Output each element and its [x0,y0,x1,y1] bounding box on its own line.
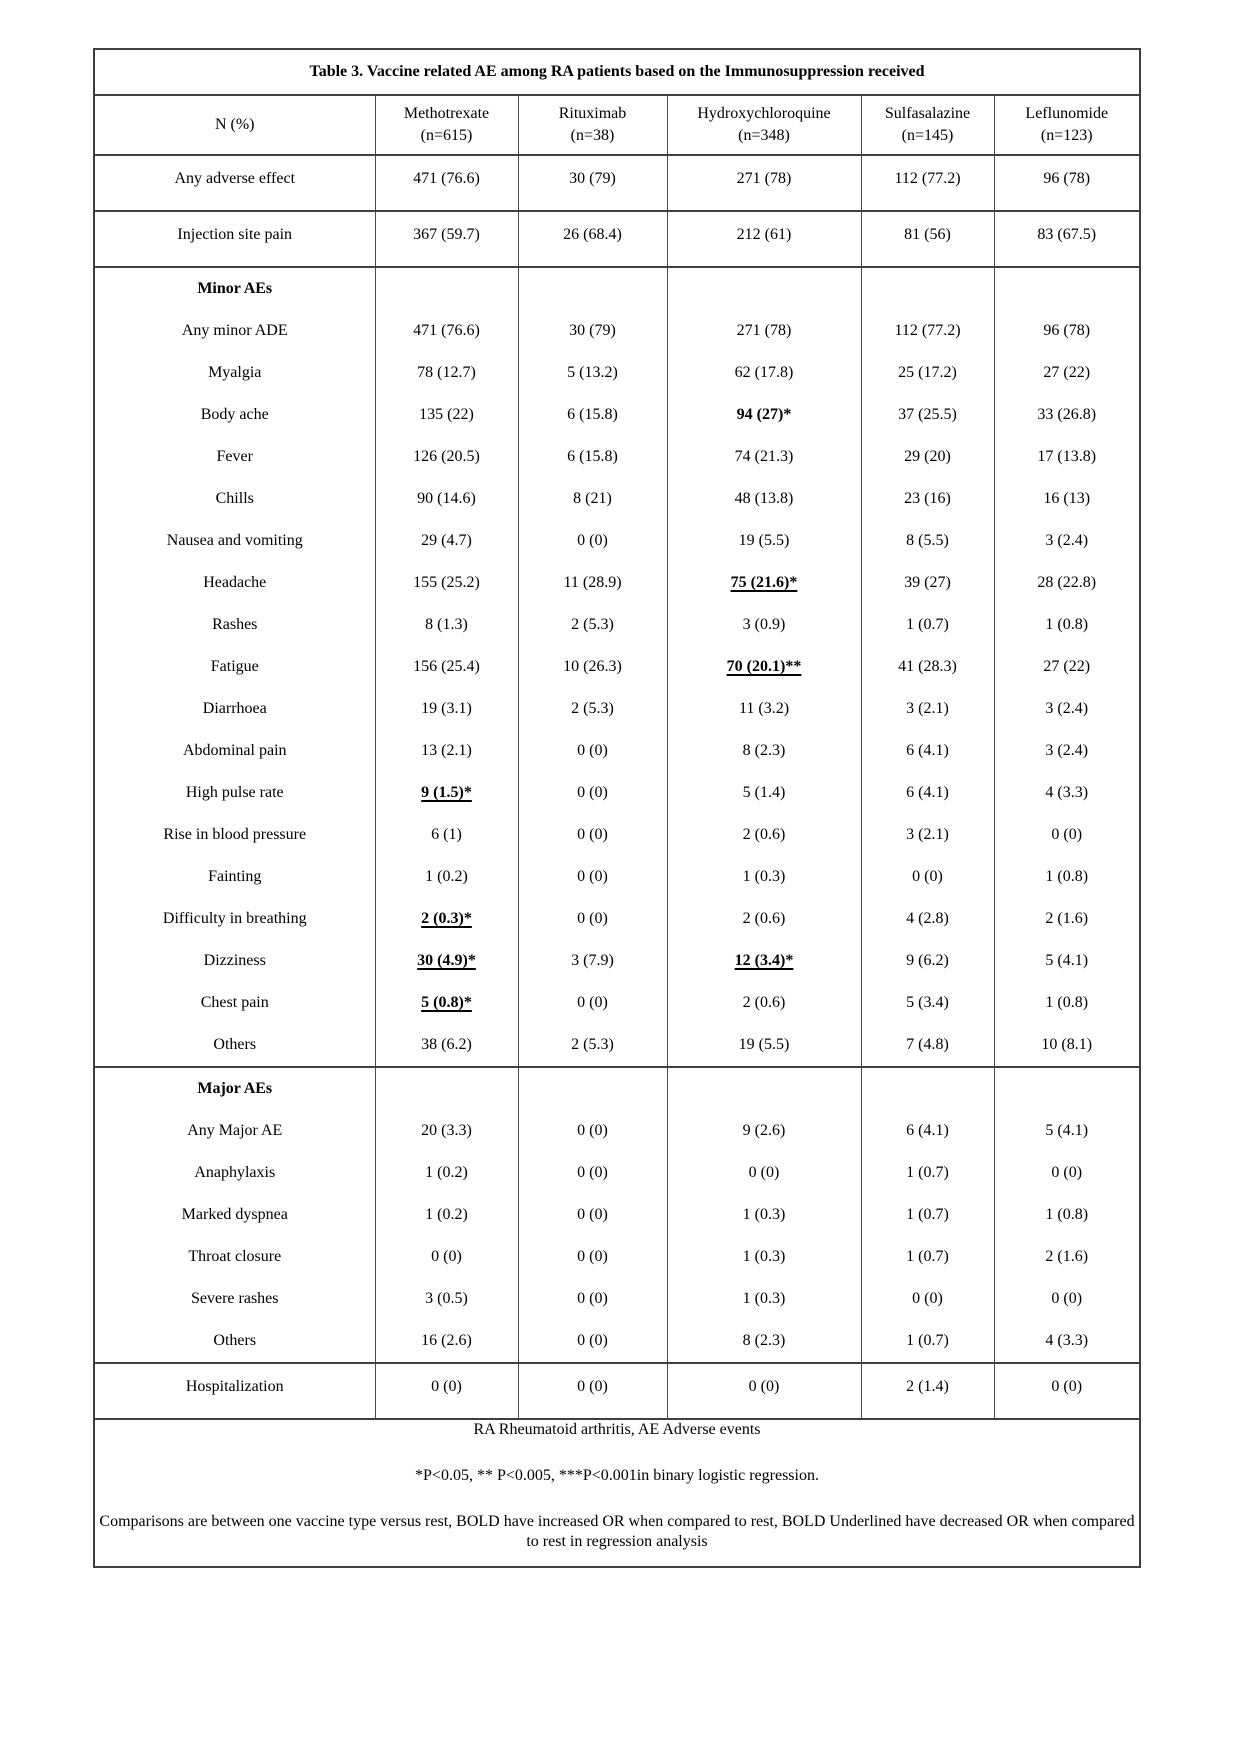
table-row [94,1152,1140,1194]
value-cell: 94 (27)* [667,394,861,436]
value-cell: 2 (5.3) [518,604,667,646]
value-cell: 0 (0) [518,772,667,814]
value-cell: 135 (22) [375,394,518,436]
value-cell: 39 (27) [861,562,994,604]
value-cell: 2 (0.6) [667,814,861,856]
table-row [94,562,1140,604]
value-cell: 0 (0) [375,1363,518,1419]
value-cell: 0 (0) [518,1152,667,1194]
row-label-cell: Throat closure [94,1236,375,1278]
row-label-cell: Body ache [94,394,375,436]
table-row [94,478,1140,520]
value-cell: 0 (0) [518,730,667,772]
value-cell: 7 (4.8) [861,1024,994,1067]
drug-n: (n=123) [1040,127,1093,144]
value-cell: 2 (1.6) [994,1236,1140,1278]
value-cell: 1 (0.3) [667,1236,861,1278]
value-cell: 5 (4.1) [994,940,1140,982]
table-row [94,1194,1140,1236]
row-label-cell: Fainting [94,856,375,898]
vaccine-ae-table [93,48,1141,1568]
value-cell: 1 (0.7) [861,604,994,646]
value-cell: 271 (78) [667,310,861,352]
value-cell: 0 (0) [994,1363,1140,1419]
row-label-cell: Myalgia [94,352,375,394]
value-cell: 6 (15.8) [518,394,667,436]
row-label-cell: Injection site pain [94,211,375,267]
value-cell: 156 (25.4) [375,646,518,688]
drug-n: (n=348) [738,127,790,144]
value-cell: 70 (20.1)** [667,646,861,688]
row-label-cell: Dizziness [94,940,375,982]
value-cell: 41 (28.3) [861,646,994,688]
value-cell: 3 (2.1) [861,814,994,856]
table-row [94,856,1140,898]
drug-name: Rituximab [558,105,627,123]
row-label-cell: Others [94,1024,375,1067]
value-cell: 28 (22.8) [994,562,1140,604]
value-cell: 23 (16) [861,478,994,520]
value-cell: 212 (61) [667,211,861,267]
value-cell: 90 (14.6) [375,478,518,520]
row-label-cell: Any adverse effect [94,155,375,211]
value-cell: 29 (20) [861,436,994,478]
footnotes-row [94,1419,1140,1567]
value-cell: 1 (0.8) [994,856,1140,898]
value-cell: 2 (0.6) [667,898,861,940]
value-cell: 20 (3.3) [375,1110,518,1152]
value-cell: 11 (28.9) [518,562,667,604]
value-cell: 471 (76.6) [375,155,518,211]
row-label-cell: Hospitalization [94,1363,375,1419]
value-cell: 0 (0) [518,814,667,856]
value-cell: 48 (13.8) [667,478,861,520]
value-cell [667,1067,861,1110]
table-row [94,772,1140,814]
value-cell: 30 (79) [518,310,667,352]
value-cell: 11 (3.2) [667,688,861,730]
row-label-cell: Any minor ADE [94,310,375,352]
value-cell: 1 (0.3) [667,856,861,898]
value-cell: 1 (0.7) [861,1152,994,1194]
value-cell [375,267,518,310]
section-header-row [94,267,1140,310]
value-cell: 0 (0) [518,1278,667,1320]
value-cell: 126 (20.5) [375,436,518,478]
row-label-cell: Rashes [94,604,375,646]
value-cell: 8 (2.3) [667,730,861,772]
value-cell: 6 (1) [375,814,518,856]
value-cell: 27 (22) [994,646,1140,688]
value-cell: 0 (0) [518,520,667,562]
column-header-sulfasalazine [861,95,994,155]
row-label-cell: Fatigue [94,646,375,688]
drug-n: (n=615) [420,127,473,144]
value-cell: 6 (4.1) [861,730,994,772]
value-cell [667,267,861,310]
value-cell: 0 (0) [994,1278,1140,1320]
row-label-cell: Anaphylaxis [94,1152,375,1194]
value-cell: 3 (2.4) [994,730,1140,772]
value-cell: 1 (0.7) [861,1194,994,1236]
value-cell: 3 (0.9) [667,604,861,646]
value-cell: 0 (0) [518,898,667,940]
value-cell: 8 (5.5) [861,520,994,562]
value-cell [861,267,994,310]
table-row [94,155,1140,211]
value-cell: 0 (0) [518,1236,667,1278]
value-cell: 9 (2.6) [667,1110,861,1152]
value-cell [518,1067,667,1110]
value-cell: 62 (17.8) [667,352,861,394]
column-header-row [94,95,1140,155]
row-label-cell: Fever [94,436,375,478]
table-row [94,688,1140,730]
value-cell: 25 (17.2) [861,352,994,394]
column-header-leflunomide [994,95,1140,155]
value-cell: 78 (12.7) [375,352,518,394]
value-cell: 0 (0) [518,1110,667,1152]
column-header-n-percent [94,95,375,155]
value-cell: 5 (1.4) [667,772,861,814]
value-cell: 1 (0.2) [375,1194,518,1236]
table-row [94,1236,1140,1278]
value-cell: 112 (77.2) [861,155,994,211]
value-cell: 471 (76.6) [375,310,518,352]
value-cell: 16 (2.6) [375,1320,518,1363]
drug-name: Sulfasalazine [884,105,971,123]
table-body [94,155,1140,1419]
section-title-cell: Minor AEs [94,267,375,310]
value-cell: 12 (3.4)* [667,940,861,982]
value-cell: 33 (26.8) [994,394,1140,436]
value-cell: 9 (1.5)* [375,772,518,814]
value-cell: 2 (1.4) [861,1363,994,1419]
drug-name: Hydroxychloroquine [697,105,831,123]
value-cell: 96 (78) [994,310,1140,352]
value-cell: 0 (0) [518,856,667,898]
value-cell: 0 (0) [518,982,667,1024]
table-row [94,436,1140,478]
row-label-cell: Marked dyspnea [94,1194,375,1236]
column-header-hydroxychloroquine [667,95,861,155]
value-cell: 16 (13) [994,478,1140,520]
value-cell: 0 (0) [994,1152,1140,1194]
footnote-abbreviations: RA Rheumatoid arthritis, AE Adverse events [473,1421,761,1438]
value-cell: 0 (0) [667,1363,861,1419]
table-row [94,1278,1140,1320]
value-cell: 1 (0.3) [667,1278,861,1320]
value-cell: 0 (0) [994,814,1140,856]
value-cell: 6 (15.8) [518,436,667,478]
value-cell: 2 (0.3)* [375,898,518,940]
value-cell: 0 (0) [518,1363,667,1419]
value-cell: 367 (59.7) [375,211,518,267]
value-cell: 4 (3.3) [994,1320,1140,1363]
value-cell: 5 (3.4) [861,982,994,1024]
table-row [94,1320,1140,1363]
value-cell: 5 (0.8)* [375,982,518,1024]
value-cell: 2 (1.6) [994,898,1140,940]
column-header-rituximab [518,95,667,155]
value-cell: 5 (4.1) [994,1110,1140,1152]
value-cell: 74 (21.3) [667,436,861,478]
table-row [94,898,1140,940]
value-cell: 112 (77.2) [861,310,994,352]
drug-n: (n=145) [901,127,954,144]
value-cell: 1 (0.3) [667,1194,861,1236]
value-cell: 13 (2.1) [375,730,518,772]
value-cell: 29 (4.7) [375,520,518,562]
value-cell: 4 (3.3) [994,772,1140,814]
table-row [94,604,1140,646]
value-cell: 96 (78) [994,155,1140,211]
value-cell: 2 (5.3) [518,688,667,730]
value-cell: 5 (13.2) [518,352,667,394]
value-cell: 10 (8.1) [994,1024,1140,1067]
value-cell: 6 (4.1) [861,1110,994,1152]
value-cell: 8 (1.3) [375,604,518,646]
value-cell: 4 (2.8) [861,898,994,940]
table-row [94,352,1140,394]
row-label-cell: High pulse rate [94,772,375,814]
row-label-cell: Severe rashes [94,1278,375,1320]
value-cell: 30 (79) [518,155,667,211]
table-title-row [94,49,1140,95]
row-label-cell: Difficulty in breathing [94,898,375,940]
value-cell: 10 (26.3) [518,646,667,688]
value-cell: 83 (67.5) [994,211,1140,267]
value-cell: 1 (0.7) [861,1236,994,1278]
section-title-cell: Major AEs [94,1067,375,1110]
value-cell: 0 (0) [861,856,994,898]
value-cell: 3 (0.5) [375,1278,518,1320]
value-cell: 27 (22) [994,352,1140,394]
row-label-cell: Abdominal pain [94,730,375,772]
value-cell: 19 (5.5) [667,520,861,562]
value-cell: 3 (7.9) [518,940,667,982]
table-row [94,814,1140,856]
value-cell: 6 (4.1) [861,772,994,814]
value-cell [375,1067,518,1110]
value-cell: 1 (0.7) [861,1320,994,1363]
value-cell [994,267,1140,310]
table-row [94,1024,1140,1067]
table-title: Table 3. Vaccine related AE among RA patients based on the Immunosuppression received [94,49,1140,95]
drug-name: Leflunomide [1025,105,1109,123]
value-cell: 9 (6.2) [861,940,994,982]
value-cell [861,1067,994,1110]
value-cell: 0 (0) [667,1152,861,1194]
table-row [94,730,1140,772]
value-cell: 19 (3.1) [375,688,518,730]
row-label-cell: Chest pain [94,982,375,1024]
value-cell: 1 (0.8) [994,1194,1140,1236]
table-row [94,394,1140,436]
value-cell: 38 (6.2) [375,1024,518,1067]
value-cell: 1 (0.2) [375,856,518,898]
value-cell: 3 (2.4) [994,520,1140,562]
table-row [94,646,1140,688]
value-cell [518,267,667,310]
value-cell: 155 (25.2) [375,562,518,604]
row-label-cell: Rise in blood pressure [94,814,375,856]
row-label-cell: Nausea and vomiting [94,520,375,562]
footnote-comparisons: Comparisons are between one vaccine type versus rest, BOLD have increased OR when compared to rest, BOLD Underlined have decreased OR when compared to rest in regression analysis [99,1513,1135,1550]
value-cell: 81 (56) [861,211,994,267]
value-cell: 26 (68.4) [518,211,667,267]
table-row [94,982,1140,1024]
value-cell: 30 (4.9)* [375,940,518,982]
drug-n: (n=38) [570,127,615,144]
value-cell: 19 (5.5) [667,1024,861,1067]
table-row [94,520,1140,562]
column-header-methotrexate [375,95,518,155]
footnote-pvalues: *P<0.05, ** P<0.005, ***P<0.001in binary logistic regression. [415,1467,819,1484]
value-cell: 271 (78) [667,155,861,211]
value-cell: 8 (2.3) [667,1320,861,1363]
row-label-cell: Diarrhoea [94,688,375,730]
value-cell: 2 (5.3) [518,1024,667,1067]
column-header-label: N (%) [214,116,255,134]
value-cell: 75 (21.6)* [667,562,861,604]
value-cell: 2 (0.6) [667,982,861,1024]
value-cell: 1 (0.8) [994,604,1140,646]
drug-name: Methotrexate [403,105,490,123]
value-cell [994,1067,1140,1110]
value-cell: 0 (0) [518,1320,667,1363]
value-cell: 3 (2.4) [994,688,1140,730]
table-row [94,1363,1140,1419]
value-cell: 37 (25.5) [861,394,994,436]
value-cell: 17 (13.8) [994,436,1140,478]
table-row [94,211,1140,267]
value-cell: 0 (0) [375,1236,518,1278]
section-header-row [94,1067,1140,1110]
value-cell: 0 (0) [518,1194,667,1236]
row-label-cell: Any Major AE [94,1110,375,1152]
table-row [94,310,1140,352]
table-row [94,940,1140,982]
value-cell: 1 (0.2) [375,1152,518,1194]
value-cell: 1 (0.8) [994,982,1140,1024]
value-cell: 8 (21) [518,478,667,520]
value-cell: 3 (2.1) [861,688,994,730]
value-cell: 0 (0) [861,1278,994,1320]
table-footnotes [94,1419,1140,1567]
row-label-cell: Headache [94,562,375,604]
row-label-cell: Others [94,1320,375,1363]
table-row [94,1110,1140,1152]
row-label-cell: Chills [94,478,375,520]
